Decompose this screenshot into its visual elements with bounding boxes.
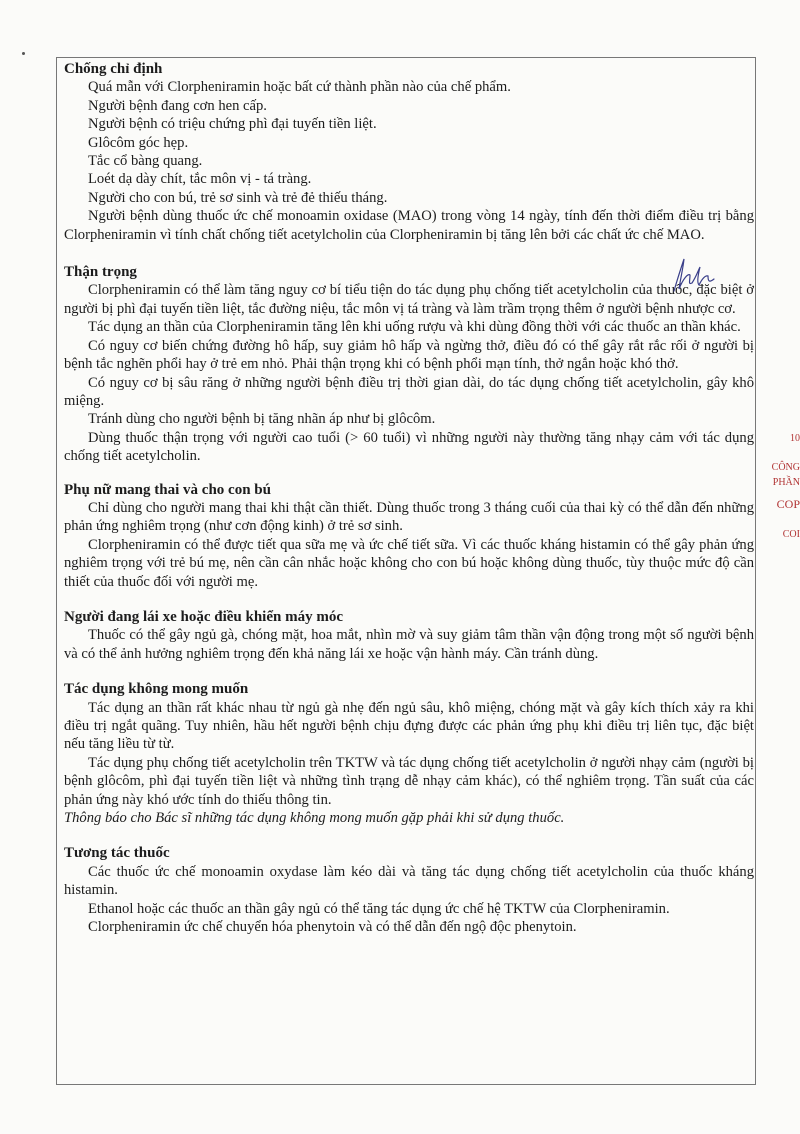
paragraph: Có nguy cơ bị sâu răng ở những người bệnh điều trị thời gian dài, do tác dụng chống tiết acetylcholin, gây khô miệng. xyxy=(64,374,754,409)
paragraph: Clorpheniramin có thể được tiết qua sữa mẹ và ức chế tiết sữa. Vì các thuốc kháng histamin có thể gây phản ứng nghiêm trọng với trẻ bú mẹ, nên cần cân nhắc hoặc không cho con bú hoặc không dùng thuốc, tùy thuộc mức độ cần thiết của thuốc đối với người mẹ. xyxy=(64,536,754,590)
section xyxy=(64,263,754,465)
paragraph: Tác dụng phụ chống tiết acetylcholin trên TKTW và tác dụng chống tiết acetylcholin ở người nhạy cảm (người bị bệnh glôcôm, phì đại tuyến tiền liệt và những tình trạng dễ nhạy cảm khác), có thể nghiêm trọng. Tần suất của các phản ứng này khó ước tính do thiếu thông tin. xyxy=(64,754,754,808)
paragraph: Dùng thuốc thận trọng với người cao tuổi (> 60 tuổi) vì những người này thường tăng nhạy cảm với tác dụng chống tiết acetylcholin. xyxy=(64,429,754,465)
section-heading: Tác dụng không mong muốn xyxy=(64,681,249,698)
paragraph: Người cho con bú, trẻ sơ sinh và trẻ đẻ thiếu tháng. xyxy=(88,189,388,206)
section xyxy=(64,680,754,827)
stamp-text: COI xyxy=(782,529,800,540)
paragraph: Người bệnh đang cơn hen cấp. xyxy=(88,97,267,114)
stamp-text: CÔNG xyxy=(771,462,800,473)
handwritten-signature xyxy=(668,255,720,297)
section xyxy=(64,844,754,936)
paragraph: Người bệnh có triệu chứng phì đại tuyến tiền liệt. xyxy=(88,116,377,133)
paragraph: Clorpheniramin có thể làm tăng nguy cơ bí tiểu tiện do tác dụng phụ chống tiết acetylcholin của thuốc, đặc biệt ở người bị phì đại tuyến tiền liệt, tắc đường niệu, tắc môn vị tá tràng và làm trầm trọng thêm ở người bệnh nhược cơ. xyxy=(64,282,754,317)
paragraph: Loét dạ dày chít, tắc môn vị - tá tràng. xyxy=(88,171,312,188)
stamp-text: 10 xyxy=(790,433,800,444)
paragraph: Có nguy cơ biến chứng đường hô hấp, suy giảm hô hấp và ngừng thở, điều đó có thể gây rắt rắc rối ở người bị bệnh tắc nghẽn phổi hay ở trẻ em nhỏ. Phải thận trọng khi có bệnh phổi mạn tính, thở ngắn hoặc khó thở. xyxy=(64,337,754,373)
paragraph: Tắc cổ bàng quang. xyxy=(88,153,203,170)
advisory-note: Thông báo cho Bác sĩ những tác dụng không mong muốn gặp phải khi sử dụng thuốc. xyxy=(64,810,565,827)
stamp-text: PHẦN xyxy=(772,477,800,488)
paragraph: Glôcôm góc hẹp. xyxy=(88,134,189,151)
paragraph: Tác dụng an thần rất khác nhau từ ngủ gà nhẹ đến ngủ sâu, khô miệng, chóng mặt và gây kích thích xảy ra khi điều trị ngắt quãng. Tuy nhiên, hầu hết người bệnh chịu đựng được các phản ứng phụ khi điều trị liên tục, đặc biệt nếu tăng liều từ từ. xyxy=(64,699,754,753)
scan-speck xyxy=(22,52,25,55)
document-body xyxy=(64,60,754,936)
section xyxy=(64,60,754,244)
section-heading: Phụ nữ mang thai và cho con bú xyxy=(64,481,271,498)
section xyxy=(64,481,754,591)
paragraph: Thuốc có thể gây ngủ gà, chóng mặt, hoa mắt, nhìn mờ và suy giảm tâm thần vận động trong một số người bệnh và có thể ảnh hưởng nghiêm trọng đến khả năng lái xe hoặc vận hành máy. Cần tránh dùng. xyxy=(64,627,754,662)
section-heading: Chống chỉ định xyxy=(64,61,163,77)
paragraph: Clorpheniramin ức chế chuyển hóa phenytoin và có thể dẫn đến ngộ độc phenytoin. xyxy=(88,919,577,936)
paragraph: Người bệnh dùng thuốc ức chế monoamin oxidase (MAO) trong vòng 14 ngày, tính đến thời điểm điều trị bằng Clorpheniramin vì tính chất chống tiết acetylcholin của Clorpheniramin bị tăng lên bởi các chất ức chế MAO. xyxy=(64,208,754,243)
section-heading: Người đang lái xe hoặc điều khiển máy móc xyxy=(64,608,343,625)
section-heading: Thận trọng xyxy=(64,264,137,281)
stamp-text: COP xyxy=(776,497,800,511)
paragraph: Chỉ dùng cho người mang thai khi thật cần thiết. Dùng thuốc trong 3 tháng cuối của thai kỳ có thể dẫn đến những phản ứng nghiêm trọng (như cơn động kinh) ở trẻ sơ sinh. xyxy=(64,499,754,535)
section xyxy=(64,608,754,663)
section-heading: Tương tác thuốc xyxy=(64,845,170,862)
paragraph: Tránh dùng cho người bệnh bị tăng nhãn áp như bị glôcôm. xyxy=(88,411,436,428)
paragraph: Tác dụng an thần của Clorpheniramin tăng lên khi uống rượu và khi dùng đồng thời với các thuốc an thần khác. xyxy=(88,319,741,336)
paragraph: Quá mẫn với Clorpheniramin hoặc bất cứ thành phần nào của chế phẩm. xyxy=(88,79,511,96)
red-stamp-fragment xyxy=(752,425,800,555)
paragraph: Ethanol hoặc các thuốc an thần gây ngủ có thể tăng tác dụng ức chế hệ TKTW của Clorpheniramin. xyxy=(88,900,670,917)
paragraph: Các thuốc ức chế monoamin oxydase làm kéo dài và tăng tác dụng chống tiết acetylcholin của thuốc kháng histamin. xyxy=(64,863,754,899)
